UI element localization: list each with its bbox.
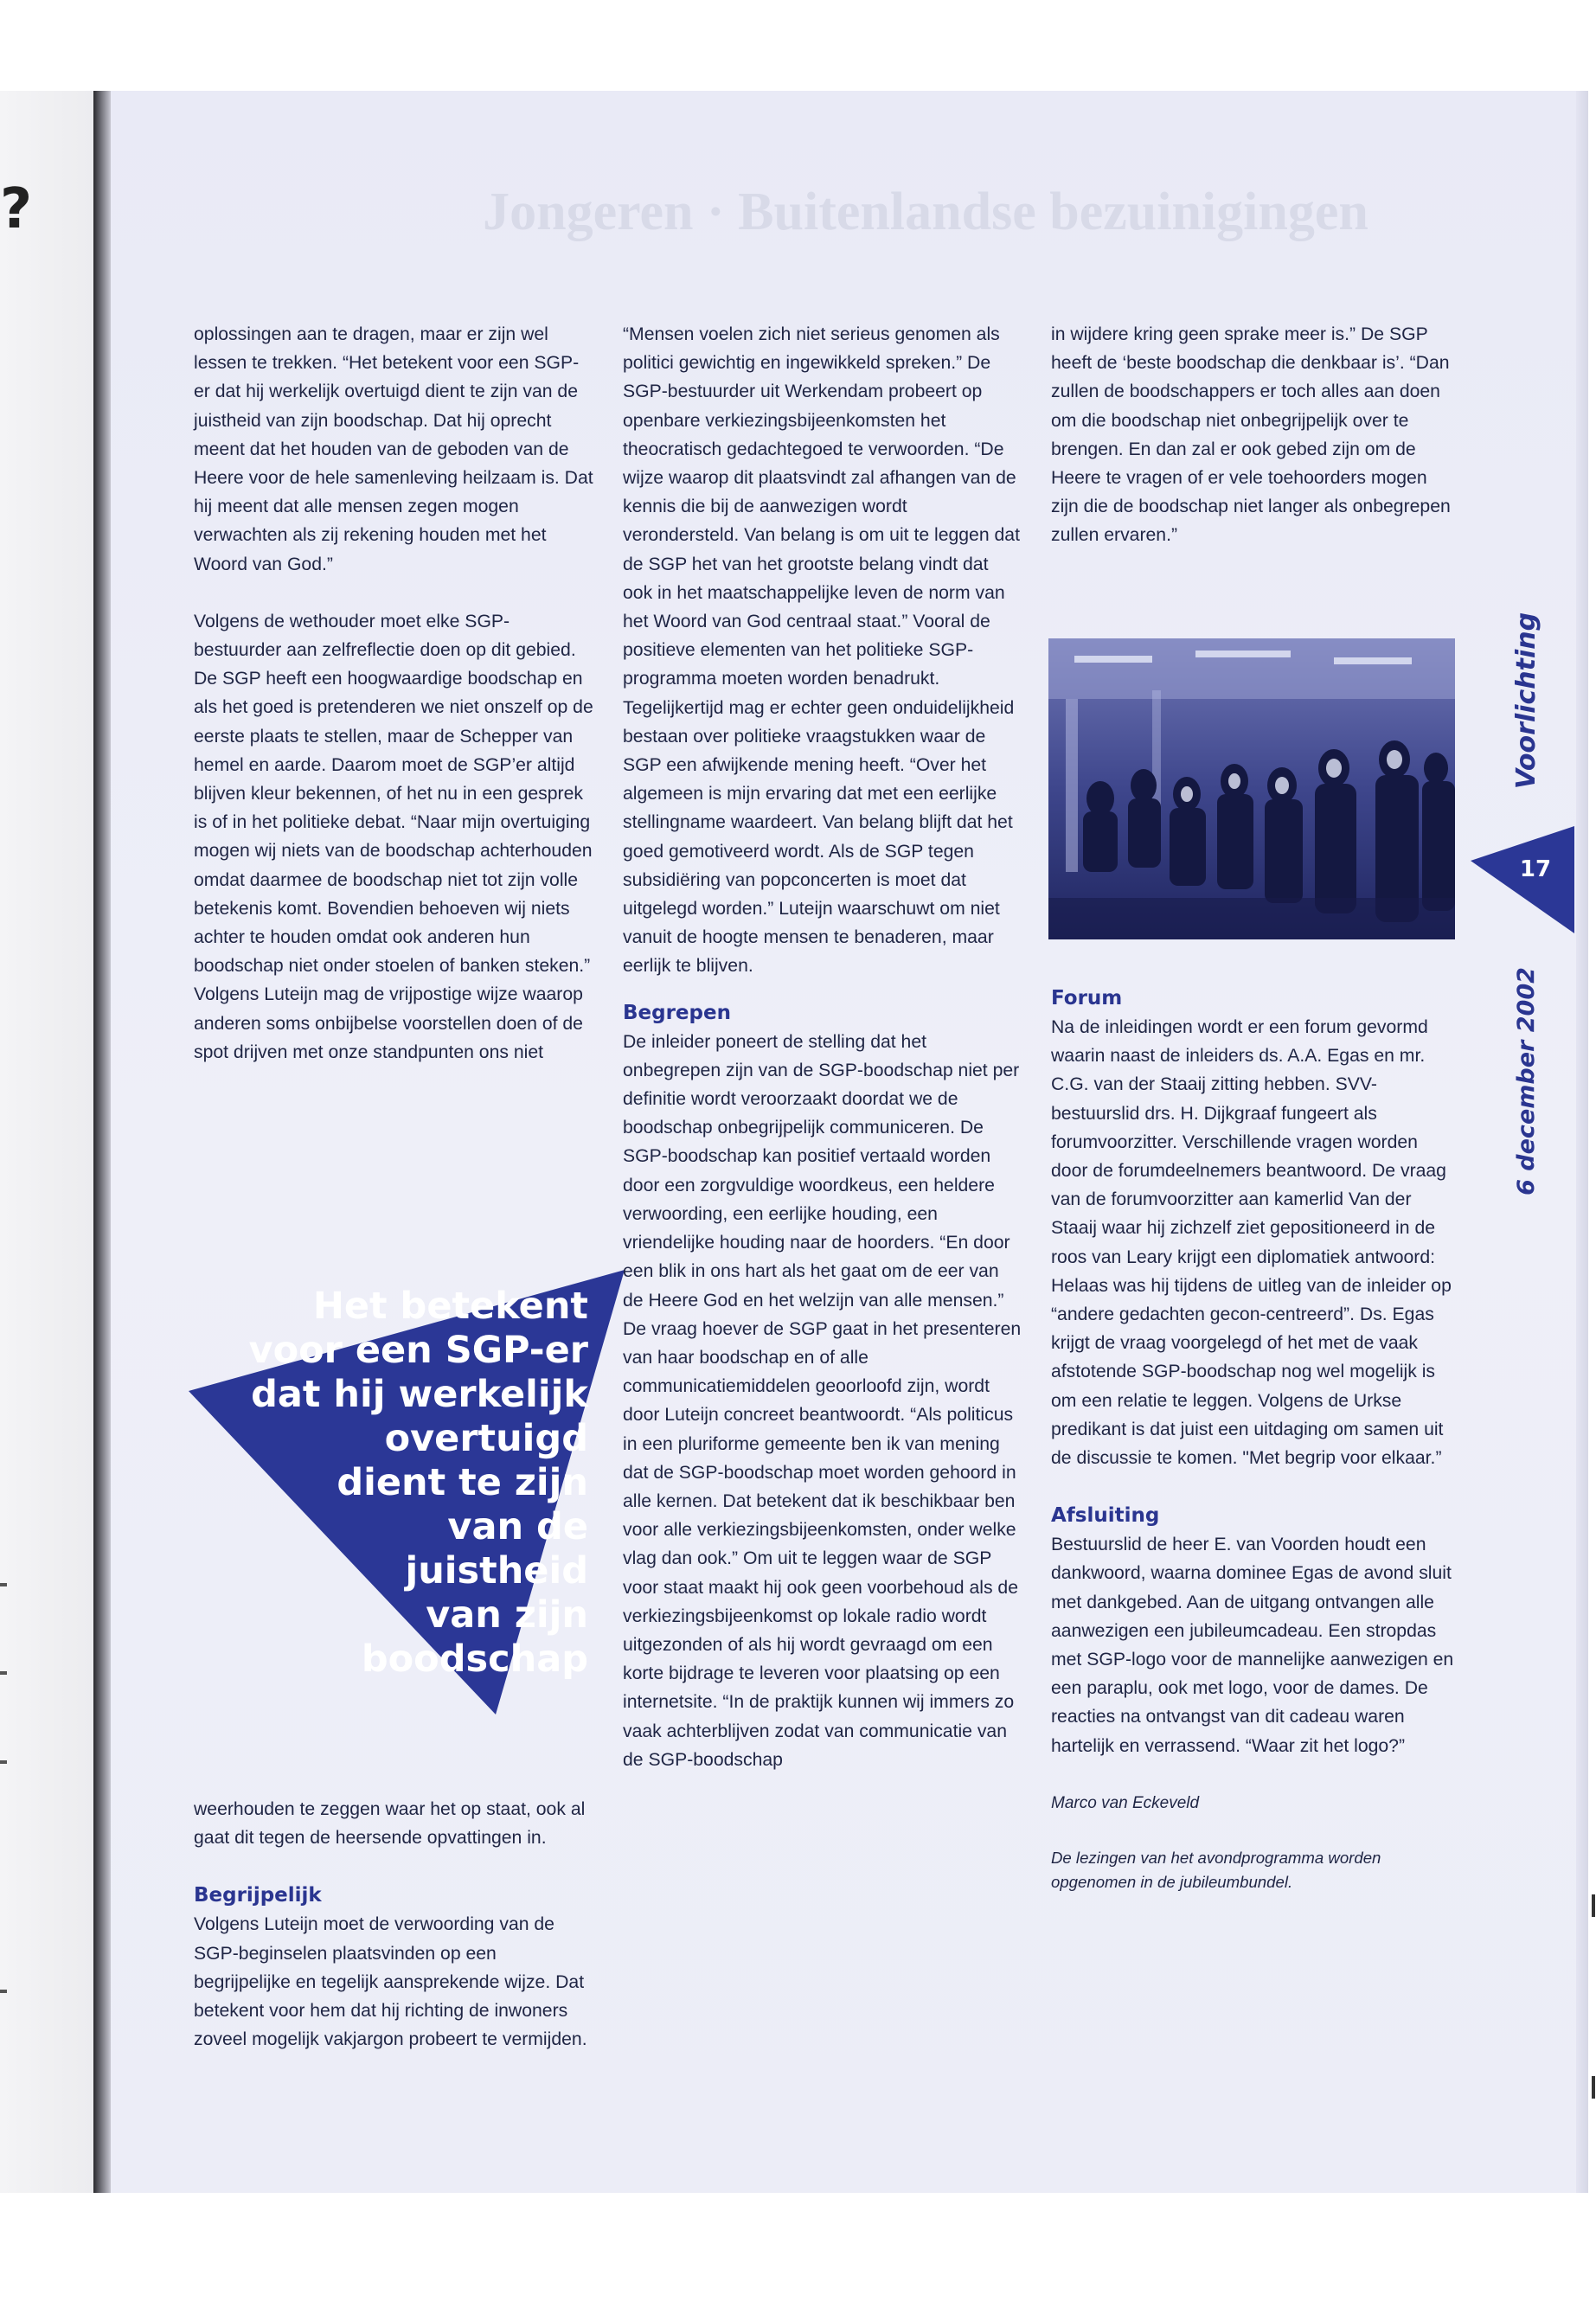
heading-begrijpelijk: Begrijpelijk bbox=[194, 1884, 322, 1907]
bleed-through-header: Jongeren · Buitenlandse bezuinigingen bbox=[483, 183, 1368, 241]
heading-forum: Forum bbox=[1051, 987, 1123, 1009]
edge-mark bbox=[1592, 2076, 1595, 2099]
article-column-2 bbox=[623, 320, 1022, 1774]
edge-mark bbox=[1592, 1894, 1595, 1917]
paragraph: Volgens de wethouder moet elke SGP-bestuurder aan zelfreflectie doen op dit gebied. De SGP heeft een hoogwaardige boodschap en als het goed is pretenderen we niet onszelf op de eerste plaats te stellen, maar de Schepper van hemel en aarde. Daarom moet de SGP’er altijd blijven kleur bekennen, of het nu in een gesprek is of in het politieke debat. “Naar mijn overtuiging mogen wij niets van de boodschap achterhouden omdat daarmee de boodschap niet tot zijn volle betekenis komt. Bovendien behoeven wij niets achter te houden omdat ook anderen hun boodschap niet onder stoelen of banken steken.” Volgens Luteijn mag de vrijpostige wijze waarop anderen soms onbijbelse voorstellen doen of de spot drijven met onze standpunten ons niet bbox=[194, 611, 593, 1062]
edge-mark bbox=[0, 1583, 7, 1586]
section-label: Voorlichting bbox=[1511, 612, 1542, 790]
paragraph: in wijdere kring geen sprake meer is.” De SGP heeft de ‘beste boodschap die denkbaar is’. “Dan zullen de boodschappers er toch alles aan doen om die boodschap niet onbegrijpelijk over te brengen. En dan zal er ook gebed zijn om de Heere te vragen of er vele toehoorders mogen zijn die de boodschap niet langer als onbegrepen zullen ervaren.” bbox=[1051, 324, 1451, 546]
paragraph: “Mensen voelen zich niet serieus genomen als politici gewichtig en ingewikkeld spreken.” De SGP-bestuurder uit Werkendam probeert op openbare verkiezingsbijeenkomsten het theocratisch gedachtegoed te verwoorden. “De wijze waarop dit plaatsvindt zal afhangen van de kennis die bij de aanwezigen wordt verondersteld. Van belang is om uit te leggen dat de SGP het van het grootste belang vindt dat ook in het maatschappelijke leven de norm van het Woord van God centraal staat.” Vooral de positieve elementen van het politieke SGP-programma moeten worden benadrukt. Tegelijkertijd mag er echter geen onduidelijkheid bestaan over politieke vraagstukken waar de SGP een afwijkende mening heeft. “Over het algemeen is mijn ervaring dat met een eerlijke stellingname waardeert. Van belang blijft dat het goed gemotiveerd wordt. Als de SGP tegen subsidiëring van popconcerten is moet dat uitgelegd worden.” Luteijn waarschuwt om niet vanuit de hoogte mensen te benaderen, maar eerlijk te blijven. bbox=[623, 324, 1020, 977]
heading-afsluiting: Afsluiting bbox=[1051, 1504, 1160, 1528]
paragraph: Na de inleidingen wordt er een forum gevormd waarin naast de inleiders ds. A.A. Egas en mr. C.G. van der Staaij zitting hebben. SVV-bestuurslid drs. H. Dijkgraaf fungeert als forumvoorzitter. Verschillende vragen worden door de forumdeelnemers beantwoord. De vraag van de forumvoorzitter aan kamerlid Van der Staaij waar hij zichzelf ziet gepositioneerd in de roos van Leary krijgt een diplomatiek antwoord: Helaas was hij tijdens de uitleg van de inleider op “andere gedachten gecon-centreerd”. Ds. Egas krijgt de vraag voorgelegd of het met de vaak afstotende SGP-boodschap nog wel mogelijk is om een relatie te leggen. Volgens de Urkse predikant is dat juist een uitdaging om samen uit de discussie te komen. "Met begrip voor elkaar.” bbox=[1051, 1017, 1452, 1469]
edge-mark bbox=[0, 1990, 7, 1993]
edge-mark bbox=[0, 1671, 7, 1675]
heading-begrepen: Begrepen bbox=[623, 1001, 731, 1024]
issue-date: 6 december 2002 bbox=[1513, 967, 1540, 1195]
facing-page-strip bbox=[0, 91, 93, 2193]
article-column-3 bbox=[1051, 320, 1458, 550]
edge-mark bbox=[0, 1760, 7, 1764]
paragraph: oplossingen aan te dragen, maar er zijn wel lessen te trekken. “Het betekent voor een SGP-er dat hij werkelijk overtuigd dient te zijn van de juistheid van zijn boodschap. Dat hij oprecht meent dat het houden van de geboden van de Heere voor de hele samenleving heilzaam is. Dat hij meent dat alle mensen zegen mogen verwachten als zij rekening houden met het Woord van God.” bbox=[194, 324, 593, 574]
article-column-1 bbox=[194, 320, 593, 1067]
author-signature: Marco van Eckeveld bbox=[1051, 1793, 1200, 1812]
binding-spine bbox=[93, 91, 111, 2193]
facing-page-glyph: ? bbox=[0, 177, 33, 241]
paragraph: weerhouden te zeggen waar het op staat, ook al gaat dit tegen de heersende opvattingen in. bbox=[194, 1799, 586, 1849]
paragraph: Volgens Luteijn moet de verwoording van de SGP-beginselen plaatsvinden op een begrijpelijke en tegelijk aansprekende wijze. Dat betekent voor hem dat hij richting de inwoners zoveel mogelijk vakjargon probeert te vermijden. bbox=[194, 1914, 587, 2050]
article-column-1-continued bbox=[194, 1795, 593, 2054]
paragraph: Bestuurslid de heer E. van Voorden houdt een dankwoord, waarna dominee Egas de avond sluit met dankgebed. Aan de uitgang ontvangen alle aanwezigen een jubileumcadeau. Een stropdas met SGP-logo voor de mannelijke aanwezigen en een paraplu, ook met logo, voor de dames. De reacties na ontvangst van dit cadeau waren hartelijk en verrassend. “Waar zit het logo?” bbox=[1051, 1535, 1454, 1756]
page-number: 17 bbox=[1519, 856, 1552, 882]
audience-photo bbox=[1048, 638, 1455, 939]
paragraph: De inleider poneert de stelling dat het onbegrepen zijn van de SGP-boodschap niet per definitie wordt veroorzaakt doordat we de boodschap onbegrijpelijk communiceren. De SGP-boodschap kan positief vertaald worden door een zorgvuldige woordkeus, een heldere verwoording, een eerlijke houding, een vriendelijke houding naar de hoorders. “En door een blik in ons hart als het gaat om de eer van de Heere God en het welzijn van alle mensen.” De vraag hoever de SGP gaat in het presenteren van haar boodschap en of alle communicatiemiddelen geoorloofd zijn, wordt door Luteijn concreet beantwoordt. “Als politicus in een pluriforme gemeente ben ik van mening dat de SGP-boodschap moet worden gehoord in alle kernen. Dat betekent dat ik beschikbaar ben voor alle verkiezingsbijeenkomsten, onder welke vlag dan ook.” Om uit te leggen waar de SGP voor staat maakt hij ook geen voorbehoud als de verkiezingsbijeenkomst op lokale radio wordt uitgezonden of als hij wordt gevraagd om een korte bijdrage te leveren voor plaatsing op een internetsite. “In de praktijk kunnen wij immers zo vaak achterblijven zodat van communicatie van de SGP-boodschap bbox=[623, 1031, 1022, 1770]
footnote: De lezingen van het avondprogramma worden opgenomen in de jubileumbundel. bbox=[1051, 1849, 1381, 1892]
page-edge bbox=[1576, 91, 1588, 2193]
pull-quote: Het betekent voor een SGP-er dat hij werkelijk overtuigd dient te zijn van de juistheid van zijn boodschap bbox=[248, 1285, 588, 1681]
article-column-3-continued bbox=[1051, 984, 1458, 1894]
